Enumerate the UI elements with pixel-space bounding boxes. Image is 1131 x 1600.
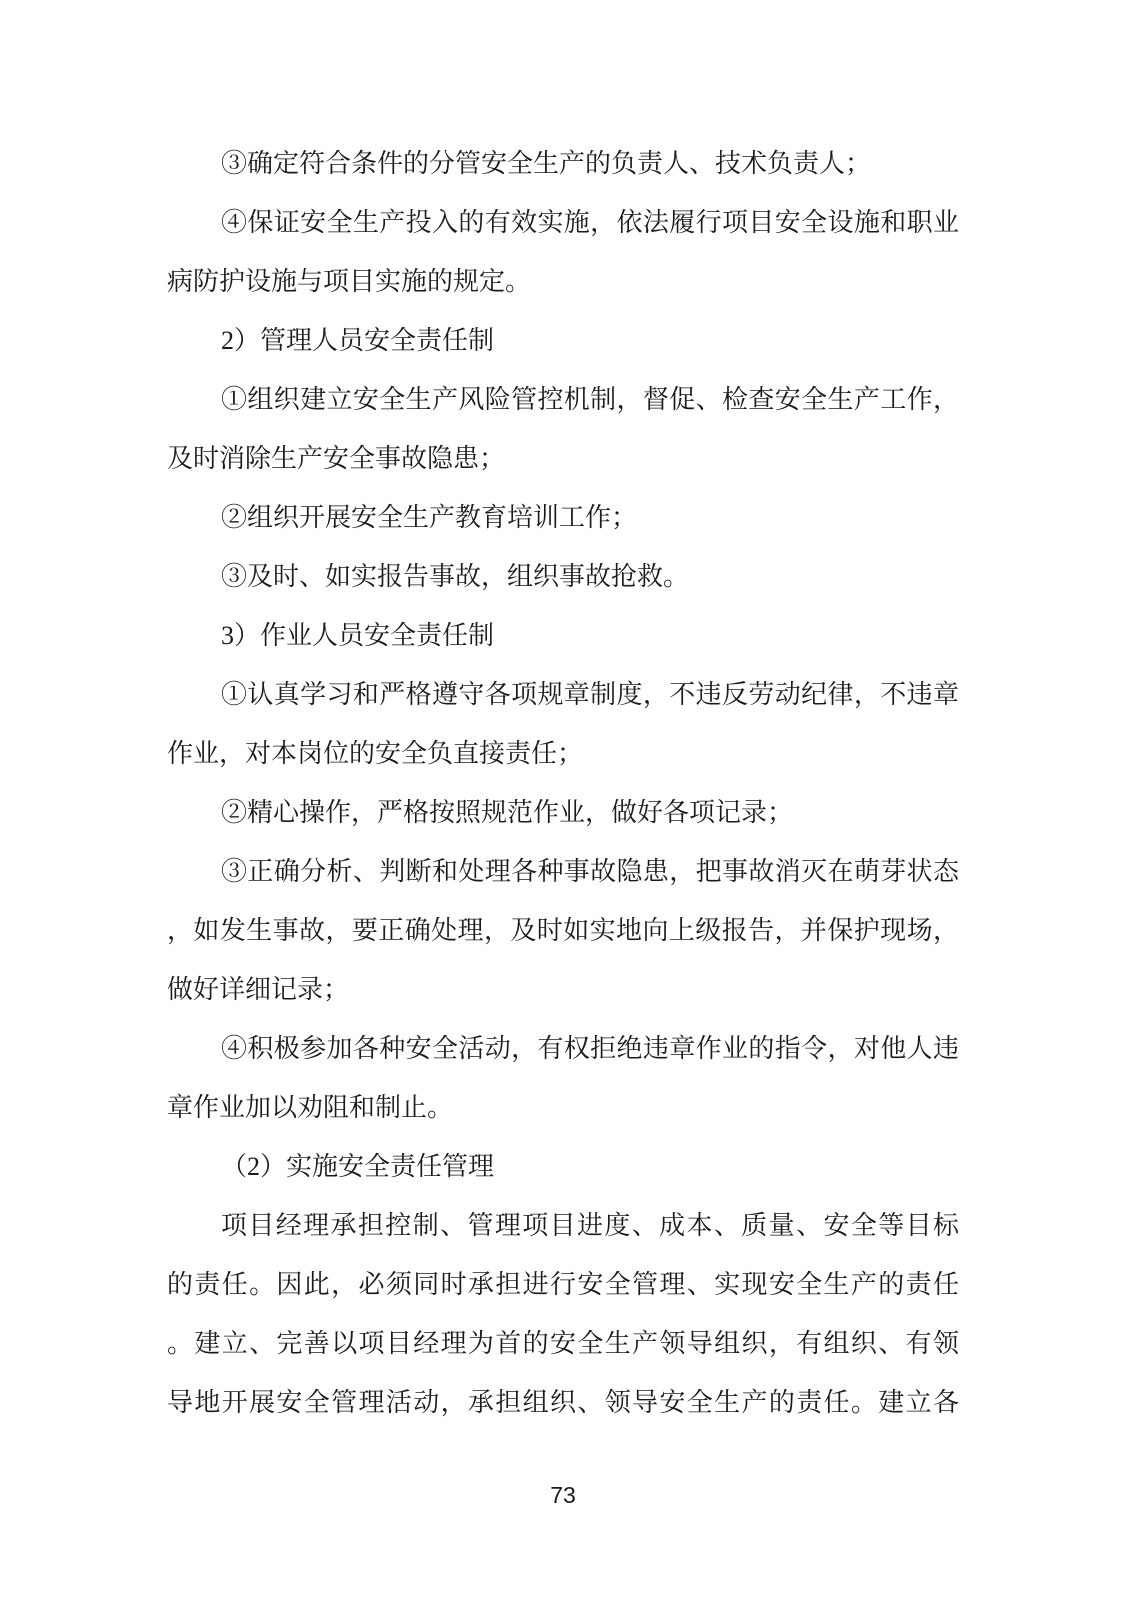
text-line: 作业，对本岗位的安全负直接责任；	[167, 739, 584, 768]
text-line: ，如发生事故，要正确处理，及时如实地向上级报告，并保护现场，	[167, 916, 959, 945]
text-line: 的责任。因此，必须同时承担进行安全管理、实现安全生产的责任	[167, 1270, 959, 1299]
text-line: ③确定符合条件的分管安全生产的负责人、技术负责人；	[221, 149, 872, 178]
text-line: 3）作业人员安全责任制	[221, 621, 495, 650]
text-line: ③正确分析、判断和处理各种事故隐患，把事故消灭在萌芽状态	[221, 857, 959, 886]
text-line: 导地开展安全管理活动，承担组织、领导安全生产的责任。建立各	[167, 1388, 959, 1417]
text-line: ②精心操作，严格按照规范作业，做好各项记录；	[221, 798, 794, 827]
text-line: 项目经理承担控制、管理项目进度、成本、质量、安全等目标	[221, 1211, 959, 1240]
paragraph	[167, 665, 959, 783]
paragraph	[167, 311, 959, 370]
text-line: ③及时、如实报告事故，组织事故抢救。	[221, 562, 690, 591]
text-line: ②组织开展安全生产教育培训工作；	[221, 503, 638, 532]
document-body	[167, 134, 959, 1432]
text-line: ④保证安全生产投入的有效实施，依法履行项目安全设施和职业	[221, 208, 959, 237]
paragraph	[167, 547, 959, 606]
paragraph	[167, 370, 959, 488]
paragraph	[167, 842, 959, 1019]
paragraph	[167, 134, 959, 193]
text-line: 2）管理人员安全责任制	[221, 326, 495, 355]
page-number: 73	[550, 1482, 576, 1508]
text-line: ④积极参加各种安全活动，有权拒绝违章作业的指令，对他人违	[221, 1034, 959, 1063]
text-line: 及时消除生产安全事故隐患；	[167, 444, 506, 473]
text-line: ①认真学习和严格遵守各项规章制度，不违反劳动纪律，不违章	[221, 680, 959, 709]
paragraph	[167, 1019, 959, 1137]
paragraph	[167, 606, 959, 665]
text-line: （2）实施安全责任管理	[221, 1152, 495, 1181]
paragraph	[167, 193, 959, 311]
paragraph	[167, 1137, 959, 1196]
paragraph	[167, 1196, 959, 1432]
text-line: 章作业加以劝阻和制止。	[167, 1093, 454, 1122]
text-line: 病防护设施与项目实施的规定。	[167, 267, 532, 296]
text-line: 做好详细记录；	[167, 975, 350, 1004]
text-line: 。建立、完善以项目经理为首的安全生产领导组织，有组织、有领	[167, 1329, 959, 1358]
text-line: ①组织建立安全生产风险管控机制，督促、检查安全生产工作，	[221, 385, 959, 414]
paragraph	[167, 783, 959, 842]
paragraph	[167, 488, 959, 547]
